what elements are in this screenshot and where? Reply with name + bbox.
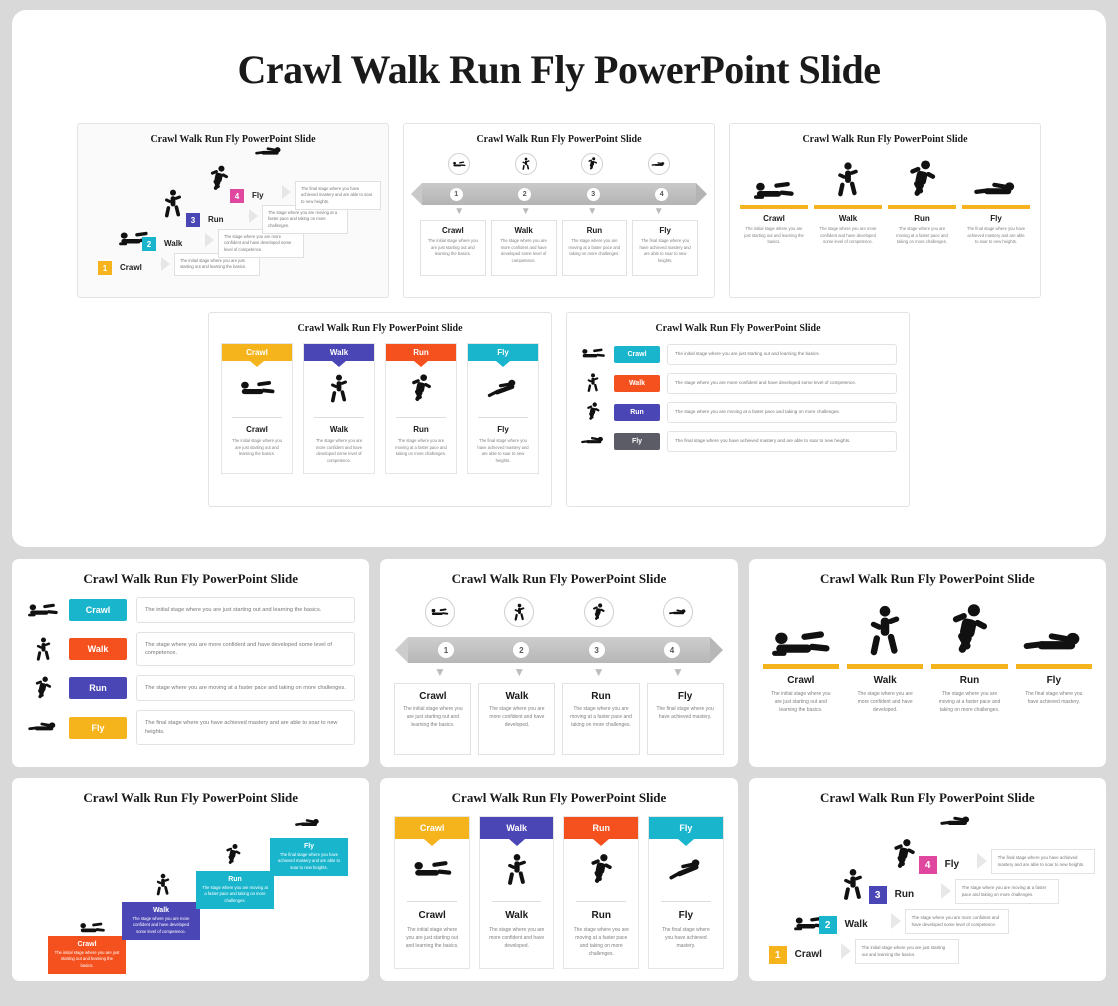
stage-desc: The initial stage where you are just starting out and learning the basics.	[232, 438, 282, 457]
step-arrow-1	[161, 257, 170, 271]
banner-number-3: 3	[587, 188, 600, 201]
crawling-person-icon	[763, 597, 839, 659]
stage-desc: The final stage where you have achieved mastery and are able to soar to new heights.	[667, 431, 897, 452]
banner-number-4: 4	[664, 642, 680, 658]
step-desc-2: The stage where you are more confident and have developed some level of competence.	[218, 229, 304, 258]
step-arrow-2	[205, 233, 214, 247]
stage-card	[648, 816, 724, 969]
stage-tag: Walk	[614, 375, 660, 392]
running-person-icon	[888, 153, 956, 201]
banner-text-boxes	[394, 683, 723, 755]
stage-tag: Fly	[649, 817, 723, 839]
running-person-icon	[386, 361, 456, 417]
running-person-icon	[584, 597, 614, 627]
stage-desc: The stage where you are moving at a faster pace and taking on more challenges.	[395, 438, 447, 457]
slide-thumb-banner[interactable]	[380, 559, 737, 767]
step-label-4: Fly	[252, 191, 264, 200]
card-title: Crawl Walk Run Fly PowerPoint Slide	[476, 134, 642, 145]
stage-desc: The final stage where you have achieved mastery and are able to soar to new heights.	[278, 852, 340, 870]
step-label-1: Crawl	[120, 263, 142, 272]
chevron-down-icon: ▼	[513, 665, 526, 679]
flying-person-icon	[663, 597, 693, 627]
running-person-icon	[579, 402, 607, 422]
step-desc-4: The final stage where you have achieved mastery and are able to soar to new heights.	[991, 849, 1095, 874]
chevron-down-icon: ▼	[520, 206, 531, 217]
divider	[396, 417, 446, 418]
stage-box	[478, 683, 555, 755]
slide-thumb-vertical[interactable]	[380, 778, 737, 981]
divider	[407, 901, 457, 902]
slide-thumb-underline[interactable]	[749, 559, 1106, 767]
preview-card-banner[interactable]	[403, 123, 715, 298]
step-number-3: 3	[186, 213, 200, 227]
running-person-icon	[564, 839, 638, 901]
running-person-icon	[208, 165, 230, 193]
stage-box	[632, 220, 698, 276]
stage-title: Fly	[303, 843, 315, 850]
thumbnail-row-2	[12, 778, 1106, 981]
slide-title: Crawl Walk Run Fly PowerPoint Slide	[820, 790, 1035, 805]
stage-box	[562, 220, 628, 276]
chevron-down-icon: ▼	[653, 206, 664, 217]
crawling-person-icon	[448, 153, 470, 175]
hero-row-top	[32, 123, 1086, 298]
stage-box	[491, 220, 557, 276]
step-number-4: 4	[230, 189, 244, 203]
stage-column	[931, 597, 1007, 714]
flying-person-icon	[468, 361, 538, 417]
stage-desc: The initial stage where you are just starting out and learning the basics.	[744, 226, 804, 245]
stage-box	[394, 683, 471, 755]
stage-desc: The final stage where you have achieved mastery and are able to soar to new heights.	[966, 226, 1026, 245]
step-label-1: Crawl	[794, 949, 822, 960]
list-item	[26, 597, 355, 623]
stage-card	[467, 343, 539, 474]
step-number-1: 1	[98, 261, 112, 275]
stage-card	[394, 816, 470, 969]
divider	[661, 901, 711, 902]
step-arrow-4	[977, 853, 987, 869]
walking-person-icon	[304, 361, 374, 417]
slide-thumb-stairs[interactable]	[749, 778, 1106, 981]
stage-desc: The stage where you are moving at a faster pace and taking on more challenges.	[573, 927, 629, 957]
stage-title: Crawl	[246, 425, 268, 434]
stage-tag: Run	[564, 817, 638, 839]
step-desc-4: The final stage where you have achieved mastery and are able to soar to new heights.	[295, 181, 381, 210]
list-item	[26, 675, 355, 701]
accent-bar	[740, 205, 808, 209]
stage-column	[740, 153, 808, 246]
step-arrow-3	[249, 209, 258, 223]
stage-column	[814, 153, 882, 246]
stage-tag: Crawl	[69, 599, 127, 621]
card-title: Crawl Walk Run Fly PowerPoint Slide	[655, 323, 821, 334]
underline-row	[763, 597, 1092, 714]
card-title: Crawl Walk Run Fly PowerPoint Slide	[150, 134, 316, 145]
banner-icon-row	[412, 153, 706, 175]
stage-box	[647, 683, 724, 755]
chevron-down-icon: ▼	[454, 206, 465, 217]
stage-column	[1016, 597, 1092, 714]
stage-tag: Crawl	[222, 344, 292, 361]
list-item	[579, 402, 897, 423]
step-label-4: Fly	[944, 859, 960, 870]
stage-card	[479, 816, 555, 969]
crawling-person-icon	[26, 603, 60, 618]
stage-desc: The initial stage where you are just starting out and learning the basics.	[427, 238, 478, 256]
banner-number-4: 4	[655, 188, 668, 201]
step-arrow-4	[282, 185, 291, 199]
running-person-icon	[891, 838, 917, 877]
stage-desc: The stage where you are moving at a faster pace and taking on more challenges.	[570, 706, 632, 728]
accent-bar	[814, 205, 882, 209]
step-label-2: Walk	[844, 919, 868, 930]
preview-card-underline[interactable]	[729, 123, 1041, 298]
chevron-down-icon: ▼	[672, 665, 684, 679]
vertical-cards-row	[394, 816, 723, 969]
banner-text-boxes	[412, 220, 706, 276]
banner-number-1: 1	[450, 188, 463, 201]
card-title: Crawl Walk Run Fly PowerPoint Slide	[297, 323, 463, 334]
chevron-down-icon: ▼	[592, 665, 605, 679]
stage-desc: The stage where you are moving at a faster pace and taking on more challenges.	[938, 691, 1001, 713]
stage-desc: The stage where you are moving at a faster pace and taking on more challenges.	[667, 402, 897, 423]
list-item	[26, 710, 355, 744]
stage-title: Walk	[505, 691, 529, 702]
walking-person-icon	[847, 597, 923, 659]
stage-tag: Walk	[480, 817, 554, 839]
stage-desc: The stage where you are moving at a faster pace and taking on more challenges.	[568, 238, 621, 256]
crawling-person-icon	[425, 597, 455, 627]
divider	[576, 901, 626, 902]
stage-block-walk	[122, 902, 200, 940]
crawling-person-icon	[222, 361, 292, 417]
flying-person-icon	[939, 814, 973, 835]
flying-person-icon	[1016, 597, 1092, 659]
stage-title: Fly	[678, 910, 694, 921]
stage-title: Walk	[152, 907, 170, 914]
stage-box	[562, 683, 639, 755]
vertical-cards-row	[219, 343, 541, 474]
divider	[232, 417, 282, 418]
stage-title: Fly	[659, 226, 671, 235]
stage-title: Fly	[1046, 675, 1062, 686]
stage-desc: The stage where you are moving at a faster pace and taking on more challenges.	[896, 226, 948, 245]
thumbnail-grid	[12, 559, 1106, 981]
stage-desc: The final stage where you have achieved mastery and are able to soar to new heights.	[477, 438, 529, 464]
running-person-icon	[26, 676, 60, 701]
stage-desc: The stage where you are more confident and have developed.	[857, 691, 913, 713]
stage-tag: Fly	[468, 344, 538, 361]
page-title: Crawl Walk Run Fly PowerPoint Slide	[237, 47, 881, 92]
card-title: Crawl Walk Run Fly PowerPoint Slide	[802, 134, 968, 145]
banner-bar	[422, 183, 696, 205]
stage-desc: The initial stage where you are just starting out and learning the basics.	[667, 344, 897, 365]
flying-person-icon	[254, 145, 284, 159]
step-label-3: Run	[208, 215, 224, 224]
step-number-4: 4	[919, 856, 937, 874]
chevron-down-icon: ▼	[587, 206, 598, 217]
stage-desc: The final stage where you have achieved mastery and are able to soar to new heights.	[136, 710, 355, 744]
stage-block-run	[196, 871, 274, 909]
accent-bar	[1016, 664, 1092, 669]
stage-title: Run	[228, 876, 242, 883]
banner-arrow-row	[394, 665, 723, 679]
stage-title: Walk	[873, 675, 897, 686]
flying-person-icon	[649, 839, 723, 901]
stage-title: Fly	[677, 691, 693, 702]
stage-desc: The stage where you are more confident and have developed some level of competence.	[667, 373, 897, 394]
accent-bar	[847, 664, 923, 669]
slide-title: Crawl Walk Run Fly PowerPoint Slide	[820, 571, 1035, 586]
step-arrow-2	[891, 913, 901, 929]
divider	[492, 901, 542, 902]
banner-number-2: 2	[518, 188, 531, 201]
divider	[478, 417, 528, 418]
stage-card	[563, 816, 639, 969]
walking-person-icon	[579, 373, 607, 393]
hero-row-bottom	[32, 312, 1086, 507]
banner-number-3: 3	[589, 642, 605, 658]
stage-title: Crawl	[418, 910, 446, 921]
stage-desc: The stage where you are more confident and have developed.	[489, 706, 545, 728]
walking-person-icon	[26, 637, 60, 662]
flying-person-icon	[294, 817, 322, 835]
stage-title: Crawl	[763, 214, 785, 223]
banner-arrow-row	[412, 207, 706, 217]
stage-title: Walk	[514, 226, 533, 235]
stage-title: Run	[914, 214, 930, 223]
flying-person-icon	[648, 153, 670, 175]
walking-person-icon	[814, 153, 882, 201]
stage-block-fly	[270, 838, 348, 876]
stage-tag: Walk	[304, 344, 374, 361]
walking-person-icon	[164, 189, 182, 219]
banner-number-1: 1	[438, 642, 454, 658]
step-number-1: 1	[769, 946, 787, 964]
stage-tag: Crawl	[614, 346, 660, 363]
stage-desc: The stage where you are more confident and have developed.	[489, 927, 545, 949]
thumbnail-row-1	[12, 559, 1106, 767]
stage-desc: The stage where you are more confident and have developed some level of competence.	[315, 438, 363, 464]
underline-row	[740, 153, 1030, 246]
step-label-3: Run	[894, 889, 915, 900]
stage-desc: The initial stage where you are just starting out and learning the basics.	[403, 706, 463, 728]
chevron-down-icon: ▼	[434, 665, 446, 679]
stage-title: Run	[959, 675, 980, 686]
stage-title: Fly	[990, 214, 1002, 223]
stage-card	[303, 343, 375, 474]
walking-person-icon	[480, 839, 554, 901]
stage-desc: The final stage where you have achieved mastery.	[1025, 691, 1083, 705]
banner-icon-row	[394, 597, 723, 627]
step-desc-1: The initial stage where you are just starting out and learning the basics.	[174, 253, 260, 276]
stage-tag: Run	[386, 344, 456, 361]
running-person-icon	[931, 597, 1007, 659]
stage-desc: The stage where you are moving at a faster pace and taking on more challenges.	[202, 885, 268, 903]
flying-person-icon	[579, 435, 607, 447]
step-number-2: 2	[142, 237, 156, 251]
stage-tag: Run	[614, 404, 660, 421]
stage-desc: The initial stage where you are just starting out and learning the basics.	[771, 691, 831, 713]
stage-tag: Fly	[69, 717, 127, 739]
ascending-diagram	[26, 816, 355, 966]
stage-desc: The final stage where you have achieved mastery.	[661, 927, 710, 949]
stage-block-crawl	[48, 936, 126, 974]
stairs-diagram	[86, 151, 380, 281]
slide-thumb-ascending[interactable]	[12, 778, 369, 981]
stage-card	[385, 343, 457, 474]
step-desc-1: The initial stage where you are just starting out and learning the basics.	[855, 939, 959, 964]
slide-title: Crawl Walk Run Fly PowerPoint Slide	[83, 790, 298, 805]
stage-column	[888, 153, 956, 246]
preview-card-vertical[interactable]	[208, 312, 552, 507]
stage-card	[221, 343, 293, 474]
banner-bar	[408, 637, 709, 663]
crawling-person-icon	[579, 348, 607, 360]
slide-thumb-list[interactable]	[12, 559, 369, 767]
stage-title: Walk	[505, 910, 529, 921]
accent-bar	[888, 205, 956, 209]
stage-tag: Run	[69, 677, 127, 699]
banner-number-2: 2	[513, 642, 529, 658]
crawling-person-icon	[740, 153, 808, 201]
stage-title: Fly	[497, 425, 509, 434]
running-person-icon	[581, 153, 603, 175]
stage-desc: The final stage where you have achieved mastery.	[656, 706, 714, 720]
list-item	[579, 431, 897, 452]
step-desc-3: The stage where you are moving at a faster pace and taking on more challenges.	[955, 879, 1059, 904]
stage-desc: The stage where you are more confident and have developed some level of competence.	[500, 238, 547, 263]
stage-title: Crawl	[77, 941, 97, 948]
step-arrow-1	[841, 943, 851, 959]
crawling-person-icon	[395, 839, 469, 901]
step-desc-3: The stage where you are moving at a faster pace and taking on more challenges.	[262, 205, 348, 234]
stage-desc: The initial stage where you are just starting out and learning the basics.	[54, 950, 120, 968]
slide-title: Crawl Walk Run Fly PowerPoint Slide	[451, 790, 667, 805]
stage-desc: The stage where you are more confident and have developed some level of competence.	[132, 916, 190, 934]
stage-title: Run	[586, 226, 603, 235]
list-item	[579, 373, 897, 394]
stage-tag: Crawl	[395, 817, 469, 839]
preview-card-list[interactable]	[566, 312, 910, 507]
walking-person-icon	[504, 597, 534, 627]
step-arrow-3	[941, 883, 951, 899]
stage-title: Crawl	[419, 691, 447, 702]
stage-desc: The stage where you are more confident and have developed some level of competence.	[136, 632, 355, 666]
stage-title: Run	[591, 910, 611, 921]
stage-desc: The stage where you are moving at a faster pace and taking on more challenges.	[136, 675, 355, 701]
flying-person-icon	[26, 720, 60, 735]
stage-desc: The stage where you are more confident and have developed some level of competence.	[819, 226, 877, 245]
walking-person-icon	[156, 873, 170, 902]
step-label-2: Walk	[164, 239, 183, 248]
stage-title: Walk	[329, 425, 349, 434]
accent-bar	[763, 664, 839, 669]
stage-tag: Fly	[614, 433, 660, 450]
slide-title: Crawl Walk Run Fly PowerPoint Slide	[83, 571, 298, 586]
stage-desc: The initial stage where you are just starting out and learning the basics.	[405, 927, 459, 949]
stage-box	[420, 220, 486, 276]
accent-bar	[962, 205, 1030, 209]
list-item	[26, 632, 355, 666]
step-number-3: 3	[869, 886, 887, 904]
walking-person-icon	[515, 153, 537, 175]
stage-desc: The final stage where you have achieved mastery and are able to soar to new heights.	[639, 238, 691, 263]
step-number-2: 2	[819, 916, 837, 934]
slide-title: Crawl Walk Run Fly PowerPoint Slide	[451, 571, 667, 586]
stage-title: Crawl	[441, 226, 464, 235]
stairs-diagram	[763, 816, 1092, 966]
stage-title: Run	[591, 691, 611, 702]
flying-person-icon	[962, 153, 1030, 201]
preview-card-stairs[interactable]	[77, 123, 389, 298]
stage-title: Walk	[838, 214, 858, 223]
stage-desc: The initial stage where you are just starting out and learning the basics.	[136, 597, 355, 623]
stage-column	[763, 597, 839, 714]
divider	[314, 417, 364, 418]
stage-column	[847, 597, 923, 714]
step-desc-2: The stage where you are more confident and have developed some level of competence.	[905, 909, 1009, 934]
stage-title: Run	[413, 425, 429, 434]
accent-bar	[931, 664, 1007, 669]
running-person-icon	[224, 843, 242, 872]
walking-person-icon	[843, 868, 863, 907]
list-item	[579, 344, 897, 365]
stage-tag: Walk	[69, 638, 127, 660]
stage-column	[962, 153, 1030, 246]
hero-panel	[12, 10, 1106, 547]
stage-title: Crawl	[787, 675, 815, 686]
